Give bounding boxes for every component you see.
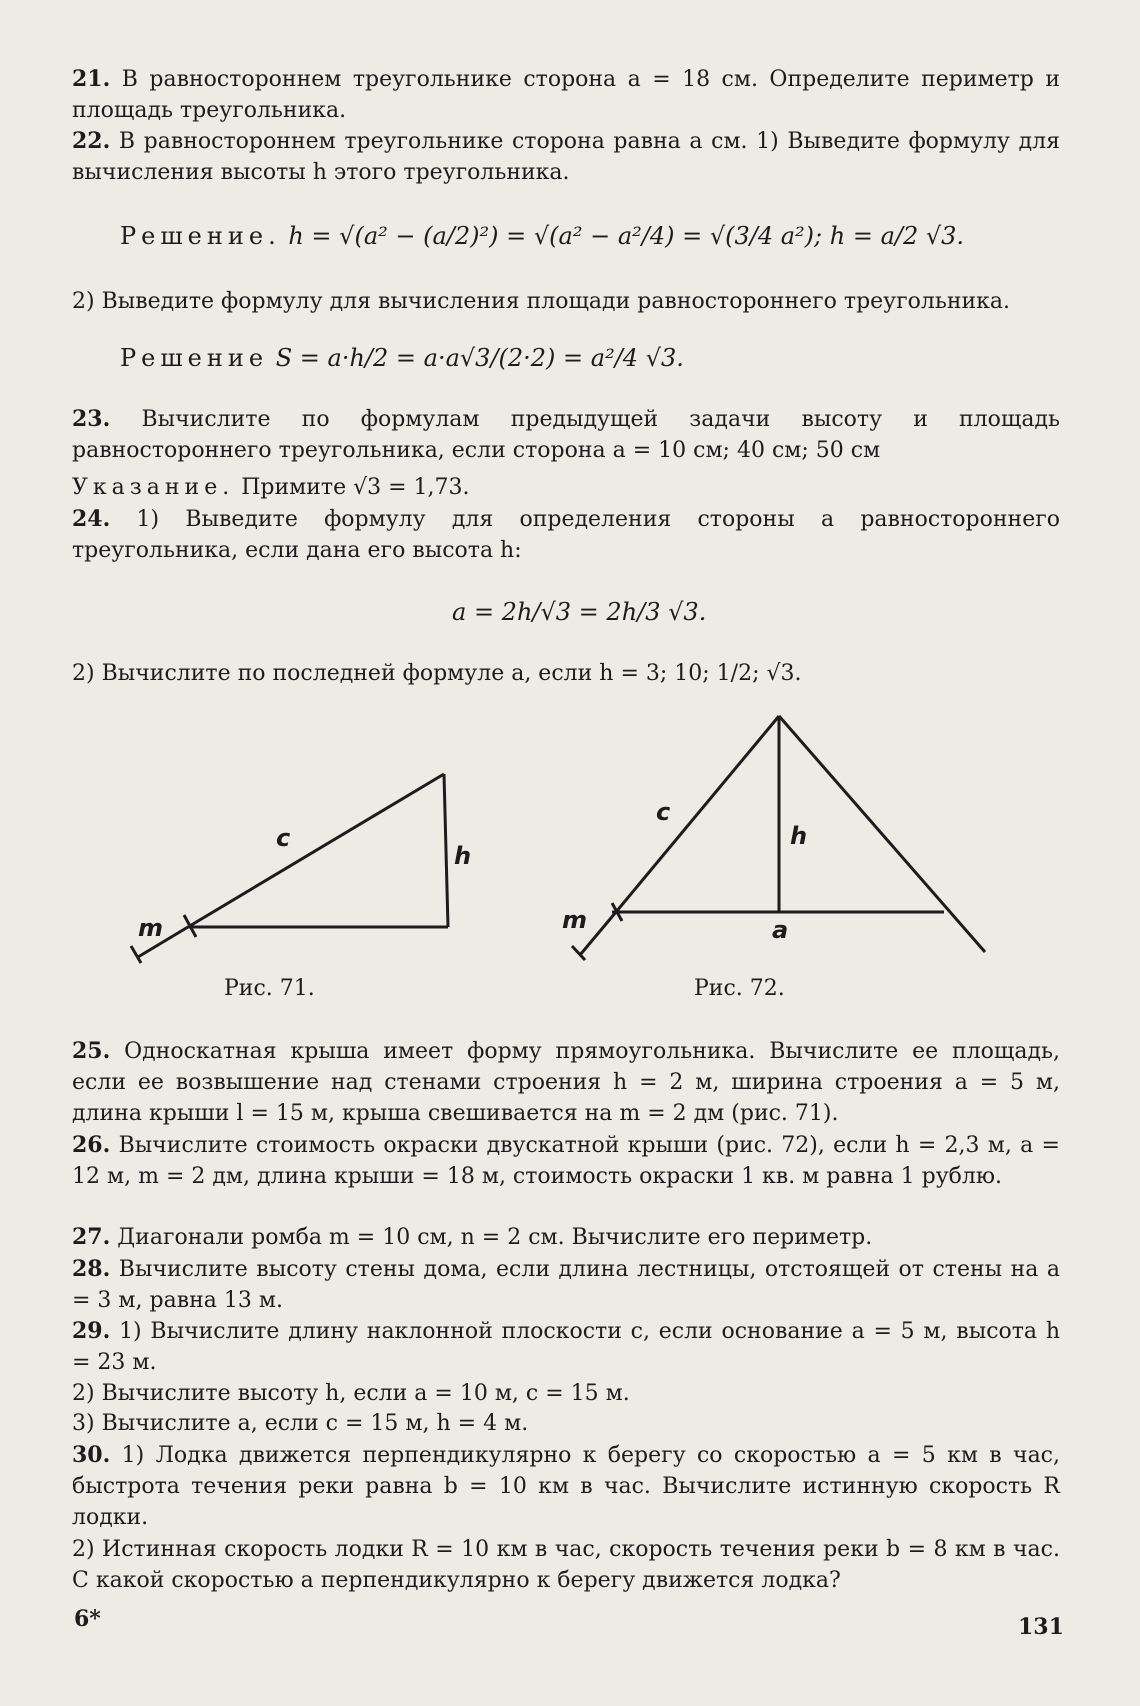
fig71-label-h: h <box>454 842 472 870</box>
problem-22-part-2: 2) Выведите формулу для вычисления площади равностороннего треугольника. <box>72 289 1011 314</box>
problem-number: 25. <box>72 1038 111 1064</box>
height-formula: h = √(a² − (a/2)²) = √(a² − a²/4) = √(3/4 a²); h = a/2 √3. <box>288 222 965 250</box>
problem-number: 28. <box>72 1256 111 1282</box>
hint-text: Примите √3 = 1,73. <box>241 475 470 500</box>
problem-number: 26. <box>72 1132 111 1158</box>
problem-text: В равностороннем треугольнике сторона равна a см. 1) Выведите формулу для вычисления высоты h этого треугольника. <box>72 129 1060 185</box>
problem-text: Вычислите стоимость окраски двускатной крыши (рис. 72), если h = 2,3 м, a = 12 м, m = 2 дм, длина крыши = 18 м, стоимость окраски 1 кв. м равна 1 рублю. <box>72 1133 1060 1189</box>
problem-24-part-2: 2) Вычислите по последней формуле a, если h = 3; 10; 1/2; √3. <box>72 661 802 686</box>
fig72-label-a: a <box>772 916 789 944</box>
fig72-right-side <box>779 716 985 952</box>
problem-text: Диагонали ромба m = 10 см, n = 2 см. Вычислите его периметр. <box>117 1225 873 1250</box>
fig71-label-c: c <box>276 824 291 852</box>
side-formula: a = 2h/√3 = 2h/3 √3. <box>452 598 707 626</box>
problem-26 <box>72 1130 1060 1192</box>
problem-30-part-2: 2) Истинная скорость лодки R = 10 км в час, скорость течения реки b = 8 км в час. С какой скоростью a перпендикулярно к берегу движется лодка? <box>72 1537 1060 1593</box>
problem-text: Вычислите по формулам предыдущей задачи высоту и площадь равностороннего треугольника, если сторона a = 10 см; 40 см; 50 см <box>72 407 1060 463</box>
fig71-hypotenuse-c <box>188 774 444 927</box>
problem-number: 22. <box>72 128 111 154</box>
page-number: 131 <box>1018 1614 1064 1640</box>
fig72-label-c: c <box>656 798 671 826</box>
problem-number: 21. <box>72 66 111 92</box>
problem-text: 1) Лодка движется перпендикулярно к берегу со скоростью a = 5 км в час, быстрота течения реки равна b = 10 км в час. Вычислите истинную скорость R лодки. <box>72 1443 1060 1530</box>
problem-text: 1) Вычислите длину наклонной плоскости c, если основание a = 5 м, высота h = 23 м. <box>72 1319 1060 1375</box>
problem-text: Вычислите высоту стены дома, если длина лестницы, отстоящей от стены на a = 3 м, равна 13 м. <box>72 1257 1061 1313</box>
problem-number: 27. <box>72 1224 111 1250</box>
problem-25 <box>72 1036 1060 1129</box>
problem-number: 23. <box>72 406 111 432</box>
fig71-height-h <box>444 774 448 927</box>
problem-number: 24. <box>72 506 111 532</box>
fig72-label-h: h <box>790 822 808 850</box>
figure-71-drawing <box>131 774 448 963</box>
fig71-caption: Рис. 71. <box>224 976 315 1001</box>
problem-30 <box>72 1440 1060 1533</box>
problem-29 <box>72 1316 1060 1378</box>
fig72-label-m: m <box>562 906 588 934</box>
fig72-left-side-c <box>616 716 779 912</box>
problem-text: В равностороннем треугольнике сторона a = 18 см. Определите периметр и площадь треугольника. <box>72 67 1060 123</box>
problem-27 <box>72 1222 1060 1253</box>
solution-label: Решение <box>120 344 269 372</box>
area-formula: S = a·h/2 = a·a√3/(2·2) = a²/4 √3. <box>275 344 684 372</box>
problem-number: 30. <box>72 1442 111 1468</box>
problem-29-part-2: 2) Вычислите высоту h, если a = 10 м, c = 15 м. <box>72 1381 630 1406</box>
fig72-caption: Рис. 72. <box>694 976 785 1001</box>
problem-number: 29. <box>72 1318 111 1344</box>
solution-label: Решение. <box>120 222 281 250</box>
problem-28 <box>72 1254 1060 1316</box>
problem-text: Односкатная крыша имеет форму прямоугольника. Вычислите ее площадь, если ее возвышение над стенами строения h = 2 м, ширина строения a = 5 м, длина крыши l = 15 м, крыша свешивается на m = 2 дм (рис. 71). <box>72 1039 1060 1126</box>
signature-mark: 6* <box>74 1606 101 1632</box>
hint-label: Указание. <box>72 475 235 500</box>
problem-text: 1) Выведите формулу для определения стороны a равностороннего треугольника, если дана его высота h: <box>72 507 1060 563</box>
fig71-label-m: m <box>138 914 164 942</box>
problem-29-part-3: 3) Вычислите a, если c = 15 м, h = 4 м. <box>72 1411 529 1436</box>
